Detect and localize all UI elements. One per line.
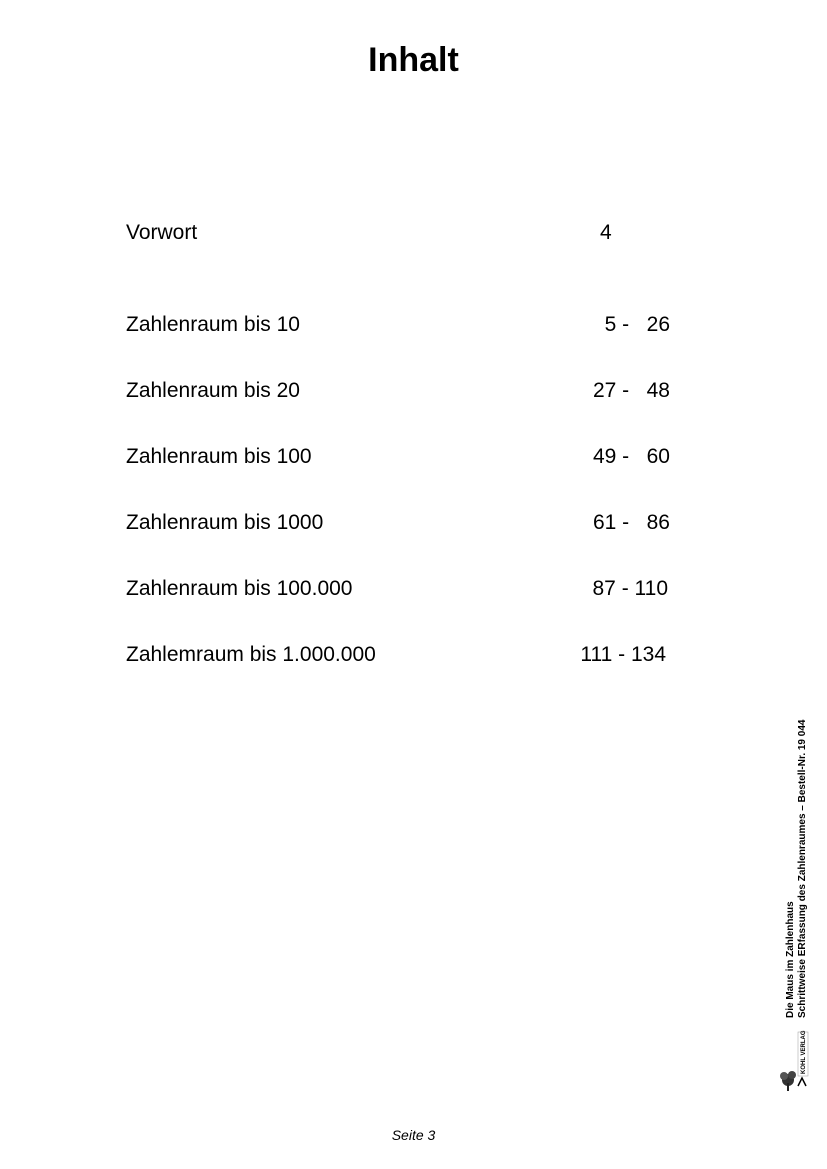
- toc-pages: 5 - 26: [604, 313, 670, 336]
- publisher-name: KOHL VERLAG: [801, 1030, 807, 1074]
- publisher-sidebar: [778, 708, 818, 1100]
- toc-label: Zahlenraum bis 100.000: [126, 577, 353, 600]
- toc-label: Zahlenraum bis 100: [126, 445, 312, 468]
- toc-label: Zahlenraum bis 20: [126, 379, 300, 402]
- toc-row: [126, 377, 686, 405]
- toc-pages: 61 - 86: [592, 511, 670, 534]
- toc-label: Zahlenraum bis 10: [126, 313, 300, 336]
- publisher-logo: [778, 1030, 810, 1092]
- sidebar-book-title: Die Maus im Zahlenhaus: [785, 901, 796, 1018]
- toc-row: [126, 311, 686, 339]
- toc-row-vorwort: [126, 219, 686, 247]
- toc-pages: 111 - 134: [580, 643, 666, 666]
- toc-row: [126, 575, 686, 603]
- toc-pages: 49 - 60: [592, 445, 670, 468]
- toc-label: Vorwort: [126, 221, 198, 244]
- toc-row: [126, 443, 686, 471]
- sidebar-subtitle: Schrittweise ERfassung des Zahlenraumes – Bestell-Nr. 19 044: [797, 719, 808, 1018]
- toc-label: Zahlemraum bis 1.000.000: [126, 643, 376, 666]
- toc-row: [126, 641, 686, 669]
- toc-label: Zahlenraum bis 1000: [126, 511, 324, 534]
- page-number: Seite 3: [391, 1127, 436, 1143]
- page-title: Inhalt: [368, 41, 459, 79]
- toc-pages: 4: [600, 221, 612, 244]
- toc-row: [126, 509, 686, 537]
- toc-pages: 27 - 48: [592, 379, 670, 402]
- toc-pages: 87 - 110: [592, 577, 668, 600]
